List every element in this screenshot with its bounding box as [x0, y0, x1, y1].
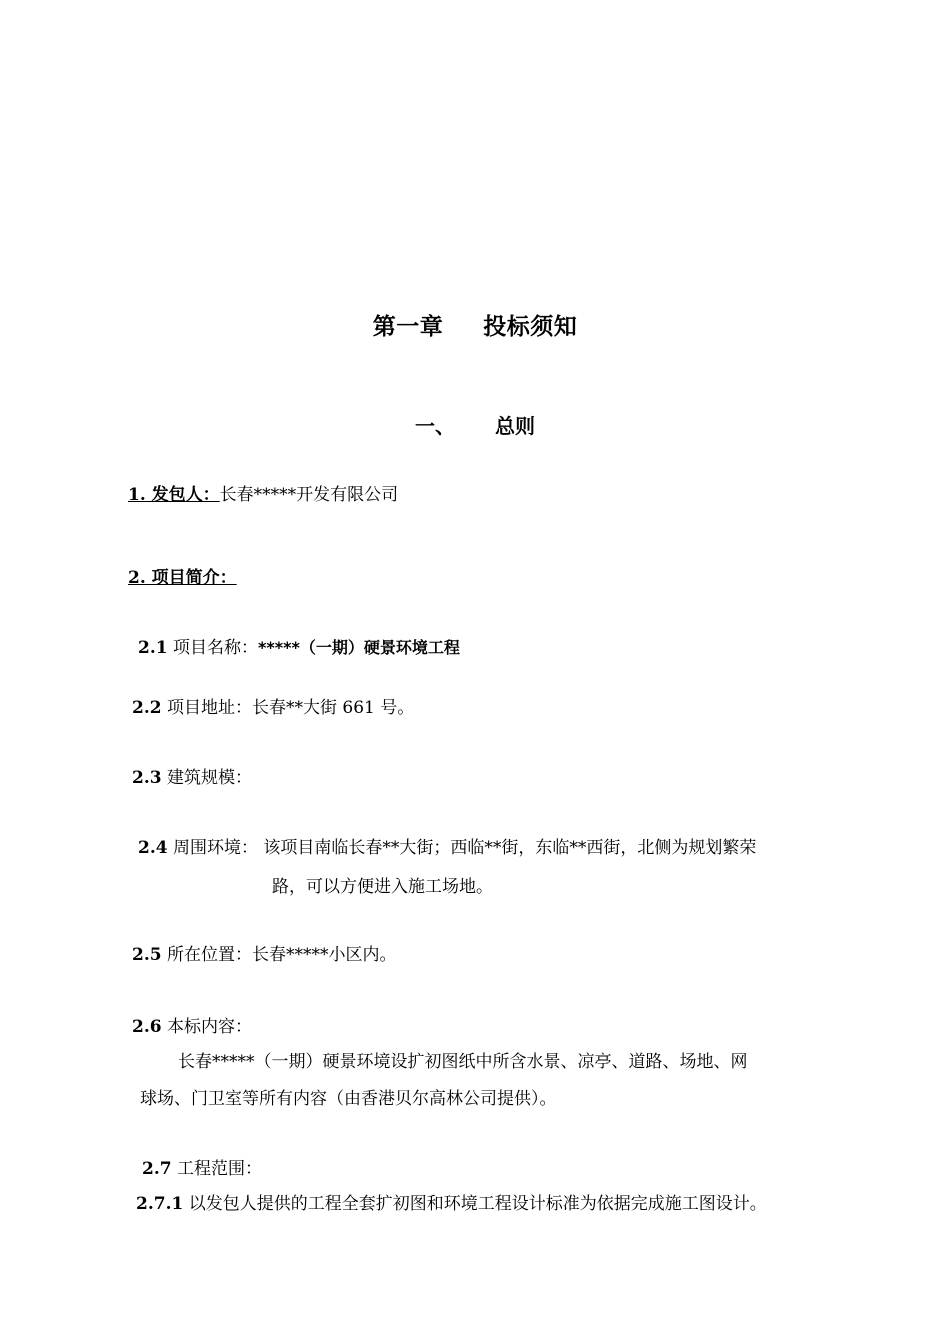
employer-label: 1. 发包人： — [128, 485, 220, 505]
section-number: 一、 — [415, 414, 455, 438]
item-number: 2.6 — [132, 1017, 162, 1037]
employer-line — [128, 484, 398, 506]
item-2-5 — [132, 944, 396, 966]
item-2-3 — [132, 767, 252, 789]
chapter-heading — [0, 308, 950, 341]
item-text: 建筑规模： — [161, 768, 252, 788]
item-2-7-1 — [136, 1193, 767, 1215]
item-number: 2.5 — [132, 945, 162, 965]
item-number: 2.7.1 — [136, 1194, 184, 1214]
project-intro-label: 2. 项目简介： — [128, 568, 237, 588]
section-heading — [0, 410, 950, 439]
item-text: 所在位置：长春*****小区内。 — [161, 945, 397, 965]
item-text: 长春*****（一期）硬景环境设扩初图纸中所含水景、凉亭、道路、场地、网 — [178, 1052, 748, 1072]
project-name-value: *****（一期）硬景环境工程 — [257, 638, 460, 657]
item-text: 周围环境： 该项目南临长春**大街；西临**街，东临**西街，北侧为规划繁荣 — [167, 838, 757, 858]
chapter-title: 投标须知 — [483, 314, 578, 340]
item-text: 项目地址：长春**大街 661 号。 — [161, 698, 415, 718]
employer-value: 长春*****开发有限公司 — [219, 485, 399, 505]
item-label: 工程范围： — [171, 1159, 262, 1179]
item-number: 2.1 — [138, 638, 168, 658]
item-label: 本标内容： — [161, 1017, 252, 1037]
project-intro-heading — [128, 567, 237, 589]
item-text: 以发包人提供的工程全套扩初图和环境工程设计标准为依据完成施工图设计。 — [183, 1194, 767, 1214]
item-2-6-body-line2 — [140, 1088, 557, 1110]
item-2-7 — [142, 1158, 262, 1180]
item-number: 2.2 — [132, 698, 162, 718]
item-2-1 — [138, 637, 460, 659]
item-number: 2.4 — [138, 838, 168, 858]
item-number: 2.7 — [142, 1159, 172, 1179]
item-label: 项目名称： — [167, 638, 258, 658]
item-text: 路，可以方便进入施工场地。 — [272, 877, 493, 897]
chapter-label: 第一章 — [372, 314, 444, 340]
item-text: 球场、门卫室等所有内容（由香港贝尔高林公司提供）。 — [140, 1089, 557, 1109]
item-2-4 — [138, 837, 756, 859]
item-2-4-continuation — [272, 876, 493, 898]
item-2-6-body-line1 — [178, 1051, 748, 1073]
item-number: 2.3 — [132, 768, 162, 788]
section-title: 总则 — [495, 414, 535, 438]
item-2-2 — [132, 697, 414, 719]
item-2-6 — [132, 1016, 252, 1038]
